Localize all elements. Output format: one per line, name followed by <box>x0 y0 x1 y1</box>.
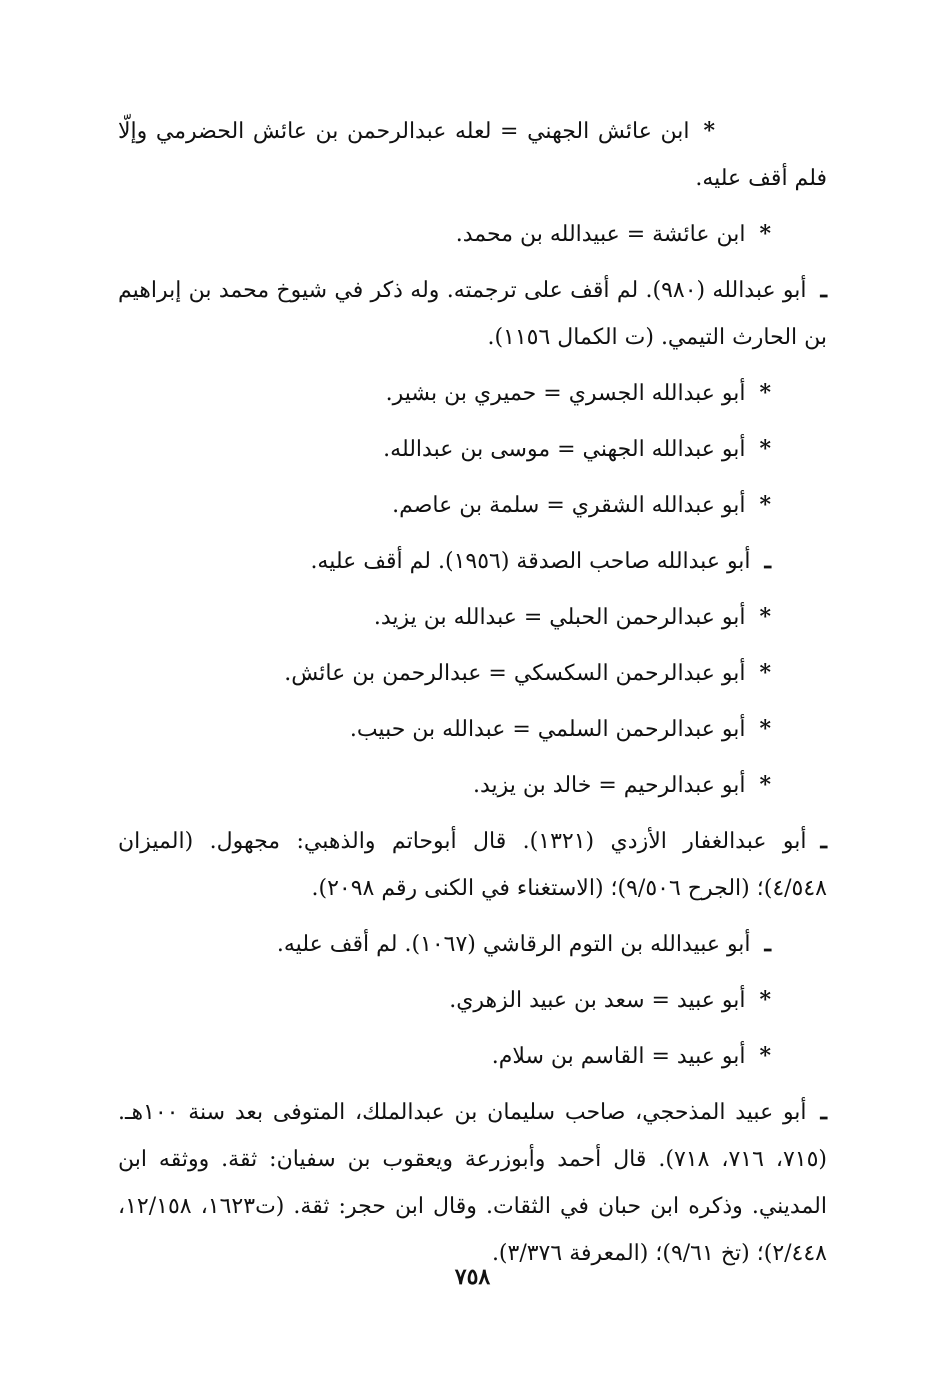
entry <box>118 921 827 968</box>
entry-text: أبو عبيد المذحجي، صاحب سليمان بن عبدالملك، المتوفى بعد سنة ١٠٠هـ. (٧١٥، ٧١٦، ٧١٨). قال أحمد وأبوزرعة ويعقوب بن سفيان: ثقة. ووثقه ابن المديني. وذكره ابن حبان في الثقات. وقال ابن حجر: ثقة. (ت١٦٢٣، ١٢/١٥٨، ٢/٤٤٨)؛ (تخ ٩/٦١)؛ (المعرفة ٣/٣٧٦). <box>118 1100 828 1266</box>
entry-text: أبو عبدالله الجهني = موسى بن عبدالله. <box>383 437 746 462</box>
entry-text: أبو عبدالله (٩٨٠). لم أقف على ترجمته. وله ذكر في شيوخ محمد بن إبراهيم بن الحارث التيمي. (ت الكمال ١١٥٦). <box>118 278 827 350</box>
entry-text: أبو عبدالغفار الأزدي (١٣٢١). قال أبوحاتم والذهبي: مجهول. (الميزان ٤/٥٤٨)؛ (الجرح ٩/٥٠٦)؛ (الاستغناء في الكنى رقم ٢٠٩٨). <box>118 829 827 901</box>
entry-marker: * <box>759 221 771 247</box>
entry <box>118 370 827 417</box>
entry <box>118 1089 827 1277</box>
entry <box>118 650 827 697</box>
entry-marker: * <box>759 716 771 742</box>
entry-marker: * <box>759 436 771 462</box>
entry <box>118 818 827 912</box>
entry-text: أبو عبدالرحمن السكسكي = عبدالرحمن بن عائش. <box>284 661 746 686</box>
entry <box>118 211 827 258</box>
entry-marker: * <box>703 118 715 144</box>
entry-text: أبو عبدالرحمن السلمي = عبدالله بن حبيب. <box>349 717 746 742</box>
entry-marker: ـ <box>820 828 827 854</box>
entry-marker: * <box>759 1043 771 1069</box>
entry-marker: * <box>759 660 771 686</box>
entry <box>118 538 827 585</box>
entry-marker: ـ <box>764 548 771 574</box>
entry <box>118 1033 827 1080</box>
entry <box>118 706 827 753</box>
entry-marker: * <box>759 604 771 630</box>
entry <box>118 594 827 641</box>
entry <box>118 977 827 1024</box>
entry-text: أبو عبيد = سعد بن عبيد الزهري. <box>449 988 746 1013</box>
page-number: ٧٥٨ <box>454 1264 491 1290</box>
entry-text: ابن عائشة = عبيدالله بن محمد. <box>455 222 746 247</box>
entry <box>118 762 827 809</box>
entry <box>118 108 827 202</box>
entry-text: أبو عبدالرحيم = خالد بن يزيد. <box>472 773 746 798</box>
entry-marker: ـ <box>820 1099 827 1125</box>
entry <box>118 267 827 361</box>
entry-marker: ـ <box>820 277 827 303</box>
entry <box>118 482 827 529</box>
entry-text: أبو عبدالله صاحب الصدقة (١٩٥٦). لم أقف عليه. <box>310 549 751 574</box>
entry <box>118 426 827 473</box>
entry-marker: * <box>759 380 771 406</box>
entries-list <box>118 108 827 1286</box>
entry-marker: ـ <box>764 931 771 957</box>
entry-text: أبو عبيد = القاسم بن سلام. <box>491 1044 746 1069</box>
entry-marker: * <box>759 987 771 1013</box>
entry-text: ابن عائش الجهني = لعله عبدالرحمن بن عائش الحضرمي وإلّا فلم أقف عليه. <box>118 119 827 191</box>
entry-marker: * <box>759 492 771 518</box>
entry-text: أبو عبدالرحمن الحبلي = عبدالله بن يزيد. <box>373 605 746 630</box>
entry-text: أبو عبدالله الشقري = سلمة بن عاصم. <box>392 493 746 518</box>
entry-text: أبو عبيدالله بن التوم الرقاشي (١٠٦٧). لم أقف عليه. <box>276 932 751 957</box>
entry-text: أبو عبدالله الجسري = حميري بن بشير. <box>385 381 746 406</box>
entry-marker: * <box>759 772 771 798</box>
